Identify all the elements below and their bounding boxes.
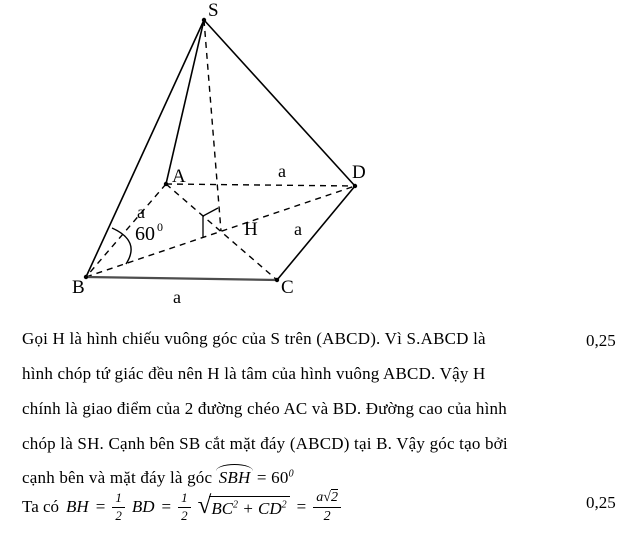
angle-value: 60 [271,468,289,487]
frac2-numerator: 1 [178,491,191,508]
label-c: C [281,277,294,298]
term-a: a [316,489,324,505]
solid-edges [86,20,355,280]
dashed-edges [86,20,355,280]
formula-line [22,484,341,530]
angle-line-prefix: cạnh bên và mặt đáy là góc [22,468,217,487]
side-label-bc: a [173,287,181,307]
solution-line-3: chính là giao điểm của 2 đường chéo AC và BD. Đường cao của hình [22,399,507,418]
equals-1: = [95,497,106,516]
term-bh: BH [66,497,89,516]
vertex-a [164,182,168,186]
cd-exponent: 2 [281,499,287,511]
bc-exponent: 2 [233,499,239,511]
diagonal-ac [166,184,277,280]
formula-prefix: Ta có [22,497,60,516]
term-cd: CD [258,499,282,518]
frac1-denominator: 2 [115,507,122,523]
angle-value-label: 60 [135,223,155,245]
fraction-half-2 [178,491,191,523]
side-label-cd: a [294,219,302,239]
edge-bc [86,277,277,280]
frac1-numerator: 1 [112,491,125,508]
result-numerator [313,490,341,508]
vertex-d [353,184,357,188]
angle-sup-label: 0 [157,220,163,234]
label-a: A [172,166,186,187]
fraction-half-1 [112,491,125,523]
square-root [197,492,290,519]
angle-value-sup: 0 [288,468,294,480]
label-b: B [72,277,85,298]
edge-sa [166,20,204,184]
label-s: S [208,0,219,21]
angle-equals: = [256,468,267,487]
label-h: H [244,219,258,240]
altitude-sh [204,20,221,231]
equals-2: = [161,497,172,516]
solution-line-2: hình chóp tứ giác đều nên H là tâm của hình vuông ABCD. Vậy H [22,364,486,383]
vertex-c [275,278,279,282]
side-label-ab: a [137,202,145,222]
label-d: D [352,162,366,183]
score-mark-1: 0,25 [586,331,616,350]
angle-arc [112,228,131,264]
solution-line-1: Gọi H là hình chiếu vuông góc của S trên (ABCD). Vì S.ABCD là [22,329,486,348]
score-mark-2: 0,25 [586,493,616,512]
small-radicand: 2 [330,489,338,505]
vertex-dots [84,18,357,282]
radicand [209,496,289,519]
frac2-denominator: 2 [181,507,188,523]
result-denominator: 2 [323,508,331,524]
small-radical-sign: √ [323,489,331,505]
result-fraction [313,490,341,524]
term-bd: BD [131,497,155,516]
term-bc: BC [211,499,234,518]
edge-cd [277,186,355,280]
equals-3: = [296,497,307,516]
angle-name: SBH [218,468,251,487]
plus-sign: + [242,499,254,518]
solution-line-4: chóp là SH. Cạnh bên SB cắt mặt đáy (ABCD) tại B. Vậy góc tạo bởi [22,434,508,453]
side-label-ad: a [278,161,286,181]
vertex-s [202,18,206,22]
side-label-group [137,161,302,307]
radical-sign: √ [197,492,212,519]
edge-ad [166,184,355,186]
